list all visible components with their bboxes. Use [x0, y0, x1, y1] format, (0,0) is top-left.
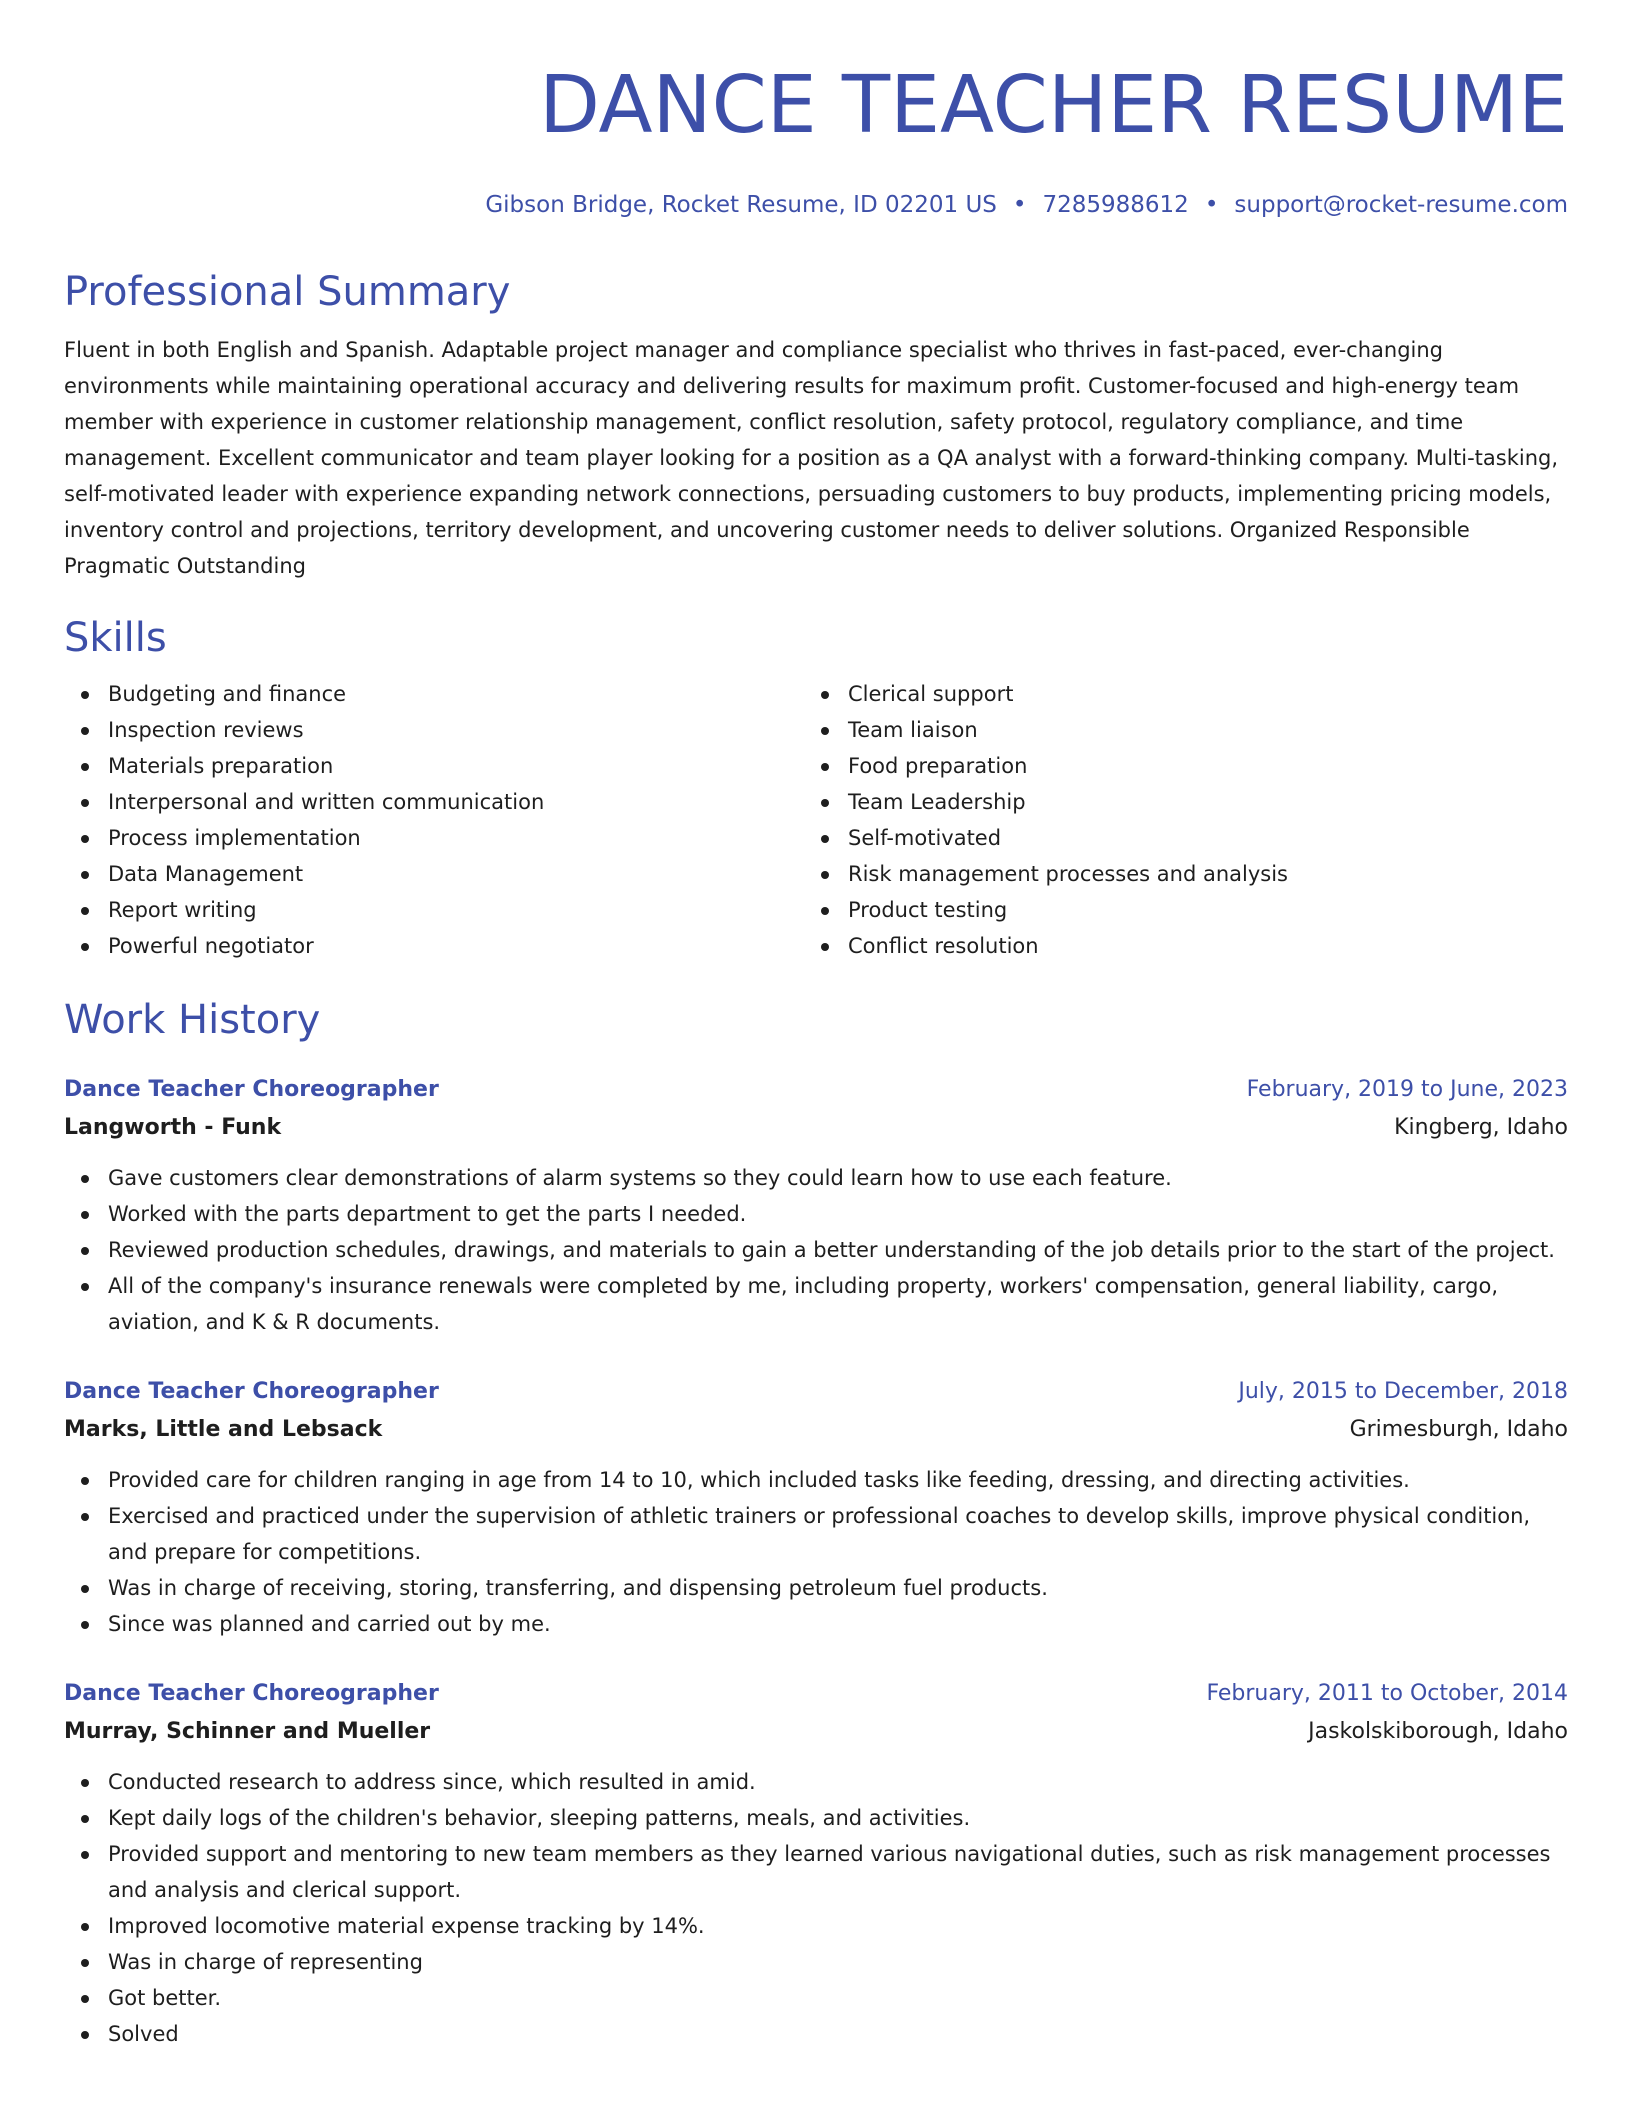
skill-item: Powerful negotiator	[64, 928, 804, 964]
skill-item: Materials preparation	[64, 748, 804, 784]
contact-separator: •	[1012, 192, 1027, 218]
skills-right-list	[804, 676, 1564, 964]
job-company-row	[64, 1108, 1568, 1148]
job-dates: July, 2015 to December, 2018	[1238, 1379, 1568, 1404]
job-location: Jaskolskiborough, Idaho	[1308, 1719, 1568, 1744]
job-duty: Reviewed production schedules, drawings, and materials to gain a better understanding of the job details prior to the start of the project.	[64, 1232, 1568, 1268]
job-dates: February, 2011 to October, 2014	[1206, 1681, 1568, 1706]
summary-section	[64, 264, 1568, 584]
skill-item: Data Management	[64, 856, 804, 892]
job-entry	[64, 1374, 1568, 1642]
skill-item: Conflict resolution	[804, 928, 1564, 964]
skill-item: Interpersonal and written communication	[64, 784, 804, 820]
job-company-row	[64, 1712, 1568, 1752]
job-location: Grimesburgh, Idaho	[1349, 1417, 1568, 1442]
job-duty: All of the company's insurance renewals were completed by me, including property, workers' compensation, general liability, cargo, aviation, and K & R documents.	[64, 1268, 1568, 1340]
job-company-row	[64, 1410, 1568, 1450]
job-duty: Solved	[64, 2016, 1568, 2052]
job-title: Dance Teacher Choreographer	[64, 1077, 439, 1102]
work-history-heading: Work History	[64, 997, 321, 1043]
job-duty: Worked with the parts department to get the parts I needed.	[64, 1196, 1568, 1232]
job-entry	[64, 1676, 1568, 2052]
job-duty: Provided care for children ranging in age from 14 to 10, which included tasks like feeding, dressing, and directing activities.	[64, 1462, 1568, 1498]
job-duties-list	[64, 1764, 1568, 2052]
job-duty: Provided support and mentoring to new team members as they learned various navigational duties, such as risk management processes and analysis and clerical support.	[64, 1836, 1568, 1908]
skill-item: Self-motivated	[804, 820, 1564, 856]
skill-item: Budgeting and finance	[64, 676, 804, 712]
job-duty: Exercised and practiced under the supervision of athletic trainers or professional coaches to develop skills, improve physical condition, and prepare for competitions.	[64, 1498, 1568, 1570]
job-title-row	[64, 1374, 1568, 1410]
job-duty: Since was planned and carried out by me.	[64, 1606, 1568, 1642]
job-company: Marks, Little and Lebsack	[64, 1417, 383, 1442]
contact-phone: 7285988612	[1042, 192, 1189, 218]
work-history-section	[64, 992, 1568, 2052]
skills-columns	[64, 676, 1568, 964]
skill-item: Team liaison	[804, 712, 1564, 748]
skill-item: Report writing	[64, 892, 804, 928]
summary-heading: Professional Summary	[64, 269, 511, 315]
contact-line	[64, 190, 1568, 220]
skills-section	[64, 610, 1568, 964]
job-duty: Improved locomotive material expense tracking by 14%.	[64, 1908, 1568, 1944]
skill-item: Clerical support	[804, 676, 1564, 712]
job-title: Dance Teacher Choreographer	[64, 1379, 439, 1404]
job-title-row	[64, 1676, 1568, 1712]
job-duty: Conducted research to address since, which resulted in amid.	[64, 1764, 1568, 1800]
skills-left-list	[64, 676, 804, 964]
skills-heading: Skills	[64, 615, 167, 661]
job-duty: Got better.	[64, 1980, 1568, 2016]
resume-header	[64, 50, 1568, 220]
job-duty: Kept daily logs of the children's behavior, sleeping patterns, meals, and activities.	[64, 1800, 1568, 1836]
skill-item: Team Leadership	[804, 784, 1564, 820]
skill-item: Process implementation	[64, 820, 804, 856]
job-entry	[64, 1072, 1568, 1340]
job-title: Dance Teacher Choreographer	[64, 1681, 439, 1706]
contact-separator: •	[1204, 192, 1219, 218]
job-location: Kingberg, Idaho	[1394, 1115, 1568, 1140]
job-duty: Was in charge of representing	[64, 1944, 1568, 1980]
job-duty: Was in charge of receiving, storing, transferring, and dispensing petroleum fuel products.	[64, 1570, 1568, 1606]
job-duties-list	[64, 1462, 1568, 1642]
contact-address: Gibson Bridge, Rocket Resume, ID 02201 US	[485, 192, 997, 218]
skill-item: Food preparation	[804, 748, 1564, 784]
skill-item: Risk management processes and analysis	[804, 856, 1564, 892]
skill-item: Inspection reviews	[64, 712, 804, 748]
job-company: Murray, Schinner and Mueller	[64, 1719, 431, 1744]
job-dates: February, 2019 to June, 2023	[1246, 1077, 1568, 1102]
job-duty: Gave customers clear demonstrations of alarm systems so they could learn how to use each feature.	[64, 1160, 1568, 1196]
summary-text: Fluent in both English and Spanish. Adaptable project manager and compliance specialist who thrives in fast-paced, ever-changing environments while maintaining operational accuracy and delivering results for maximum profit. Customer-focused and high-energy team member with experience in customer relationship management, conflict resolution, safety protocol, regulatory compliance, and time management. Excellent communicator and team player looking for a position as a QA analyst with a forward-thinking company. Multi-tasking, self-motivated leader with experience expanding network connections, persuading customers to buy products, implementing pricing models, inventory control and projections, territory development, and uncovering customer needs to deliver solutions. Organized Responsible Pragmatic Outstanding	[64, 338, 1559, 578]
contact-email: support@rocket-resume.com	[1234, 192, 1568, 218]
job-company: Langworth - Funk	[64, 1115, 282, 1140]
skill-item: Product testing	[804, 892, 1564, 928]
resume-title: DANCE TEACHER RESUME	[539, 59, 1568, 151]
job-title-row	[64, 1072, 1568, 1108]
job-duties-list	[64, 1160, 1568, 1340]
